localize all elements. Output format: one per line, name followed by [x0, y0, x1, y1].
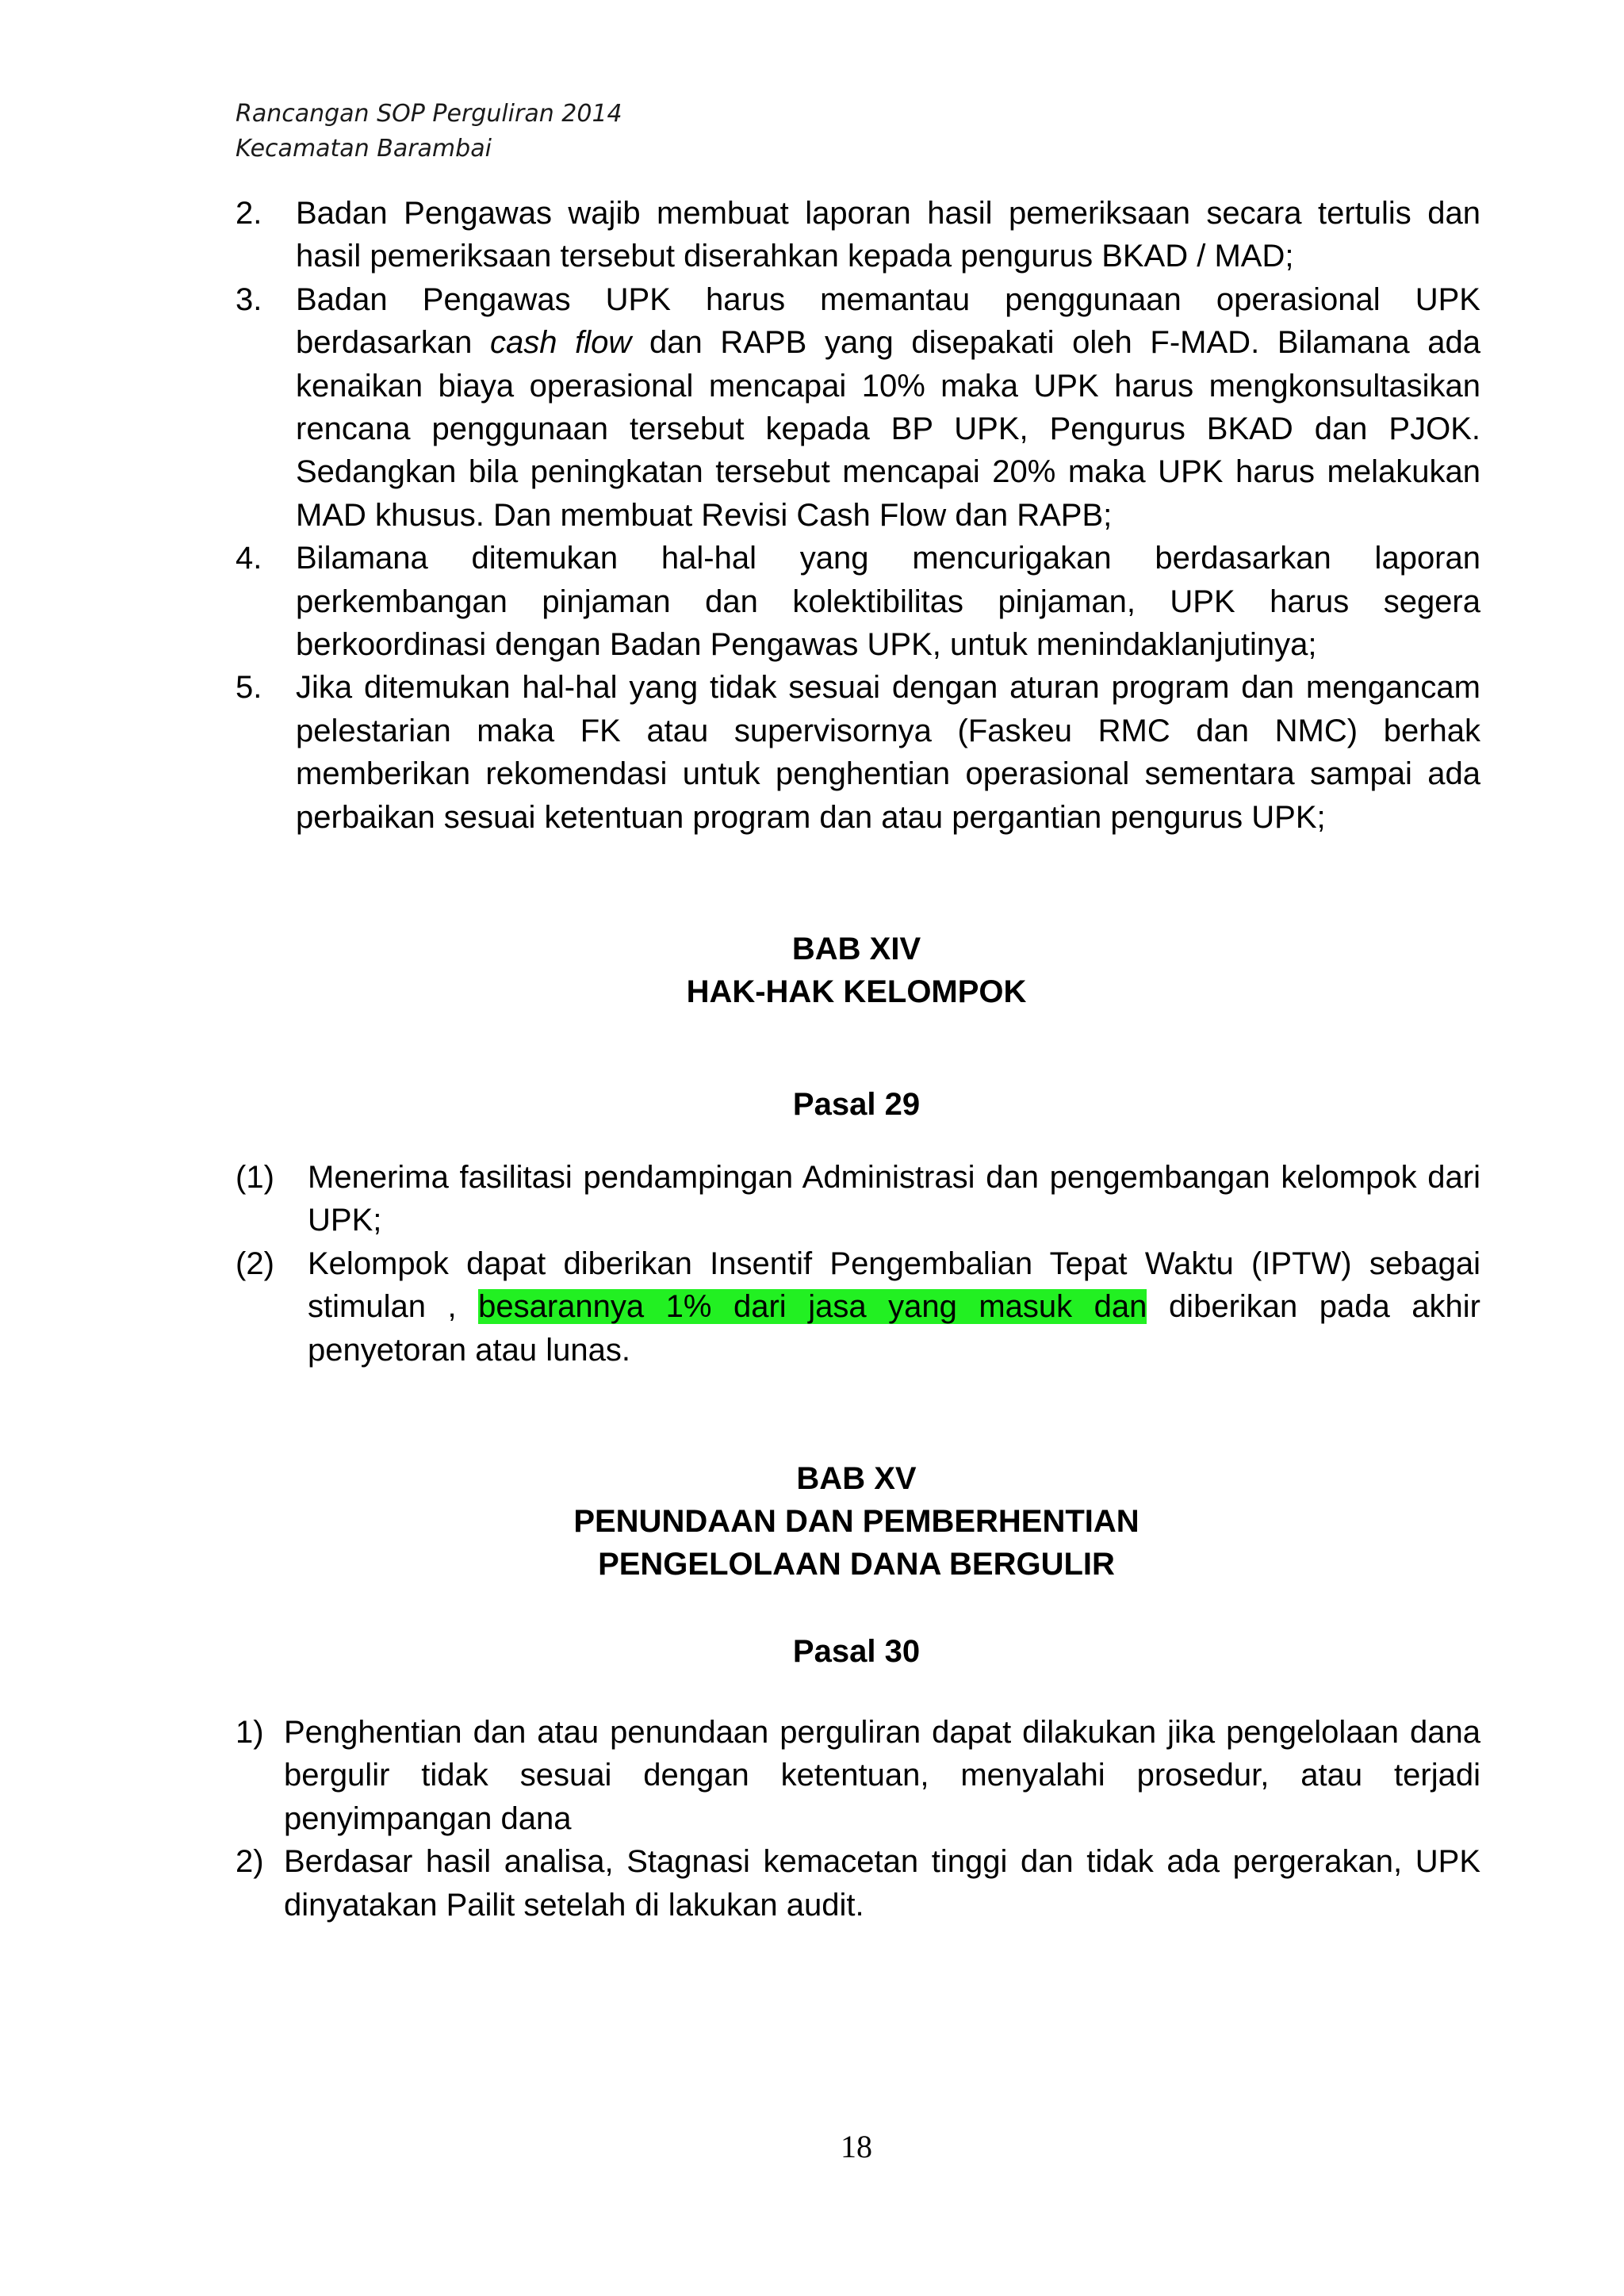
- list-item-text: Penghentian dan atau penundaan perguliran dapat dilakukan jika pengelolaan dana bergulir tidak sesuai dengan ketentuan, menyalahi prosedur, atau terjadi penyimpangan dana: [284, 1715, 1480, 1836]
- suspension-list: [236, 1711, 1480, 1927]
- page-number: 18: [841, 2129, 872, 2164]
- highlighted-text: besarannya 1% dari jasa yang masuk dan: [478, 1289, 1147, 1325]
- list-item-number: 2): [236, 1844, 264, 1880]
- article-title: Pasal 30: [792, 1634, 921, 1669]
- list-item-text: Menerima fasilitasi pendampingan Administrasi dan pengembangan kelompok dari UPK;: [308, 1160, 1480, 1238]
- text-segment: diberikan pada akhir penyetoran atau lunas.: [308, 1289, 1480, 1368]
- list-item-text: Badan Pengawas wajib membuat laporan hasil pemeriksaan secara tertulis dan hasil pemeriksaan tersebut diserahkan kepada pengurus BKAD / MAD;: [296, 196, 1480, 274]
- text-segment: Kelompok dapat diberikan Insentif Pengembalian Tepat Waktu (IPTW) sebagai stimulan ,: [308, 1246, 1480, 1325]
- list-item-text: [296, 278, 1480, 537]
- chapter-title: BAB XIV: [791, 932, 921, 966]
- chapter-subtitle: PENGELOLAAN DANA BERGULIR: [598, 1547, 1115, 1582]
- list-item-number: 3.: [236, 281, 262, 317]
- group-rights-list: [236, 1156, 1480, 1372]
- list-item: [236, 666, 1480, 839]
- list-item-number: (1): [236, 1160, 274, 1195]
- list-item-number: 5.: [236, 670, 262, 706]
- pengawas-duties-list: [236, 192, 1480, 839]
- list-item-number: 2.: [236, 196, 262, 231]
- chapter-subtitle: HAK-HAK KELOMPOK: [686, 974, 1027, 1009]
- list-item: [236, 192, 1480, 278]
- chapter-title: BAB XV: [796, 1461, 917, 1496]
- list-item-number: (2): [236, 1246, 274, 1281]
- list-item-number: 4.: [236, 541, 262, 576]
- header-title: Rancangan SOP Perguliran 2014: [236, 100, 622, 128]
- running-header: [236, 97, 622, 166]
- list-item-text: Jika ditemukan hal-hal yang tidak sesuai dengan aturan program dan mengancam pelestarian maka FK atau supervisornya (Faskeu RMC dan NMC) berhak memberikan rekomendasi untuk penghentian operasional sementara sampai ada perbaikan sesuai ketentuan program dan atau pergantian pengurus UPK;: [296, 670, 1480, 835]
- list-item: [236, 537, 1480, 666]
- list-item: [236, 1242, 1480, 1372]
- italic-term: cash flow: [490, 325, 632, 361]
- list-item-text: Bilamana ditemukan hal-hal yang mencurigakan berdasarkan laporan perkembangan pinjaman dan kolektibilitas pinjaman, UPK harus segera berkoordinasi dengan Badan Pengawas UPK, untuk menindaklanjutinya;: [296, 541, 1480, 663]
- text-segment: Badan Pengawas UPK harus memantau penggunaan operasional UPK berdasarkan: [296, 281, 1480, 361]
- list-item: [236, 1840, 1480, 1927]
- article-title: Pasal 29: [792, 1087, 921, 1122]
- list-item: [236, 1711, 1480, 1840]
- header-subtitle: Kecamatan Barambai: [236, 135, 492, 163]
- list-item-text: Berdasar hasil analisa, Stagnasi kemacetan tinggi dan tidak ada pergerakan, UPK dinyatakan Pailit setelah di lakukan audit.: [284, 1844, 1480, 1923]
- chapter-subtitle: PENUNDAAN DAN PEMBERHENTIAN: [573, 1504, 1139, 1539]
- list-item-text: [308, 1242, 1480, 1372]
- list-item: [236, 278, 1480, 537]
- text-segment: dan RAPB yang disepakati oleh F-MAD. Bilamana ada kenaikan biaya operasional mencapai 10% maka UPK harus mengkonsultasikan rencana penggunaan tersebut kepada BP UPK, Pengurus BKAD dan PJOK. Sedangkan bila peningkatan tersebut mencapai 20% maka UPK harus melakukan MAD khusus. Dan membuat Revisi Cash Flow dan RAPB;: [296, 325, 1480, 533]
- list-item-number: 1): [236, 1715, 264, 1750]
- list-item: [236, 1156, 1480, 1242]
